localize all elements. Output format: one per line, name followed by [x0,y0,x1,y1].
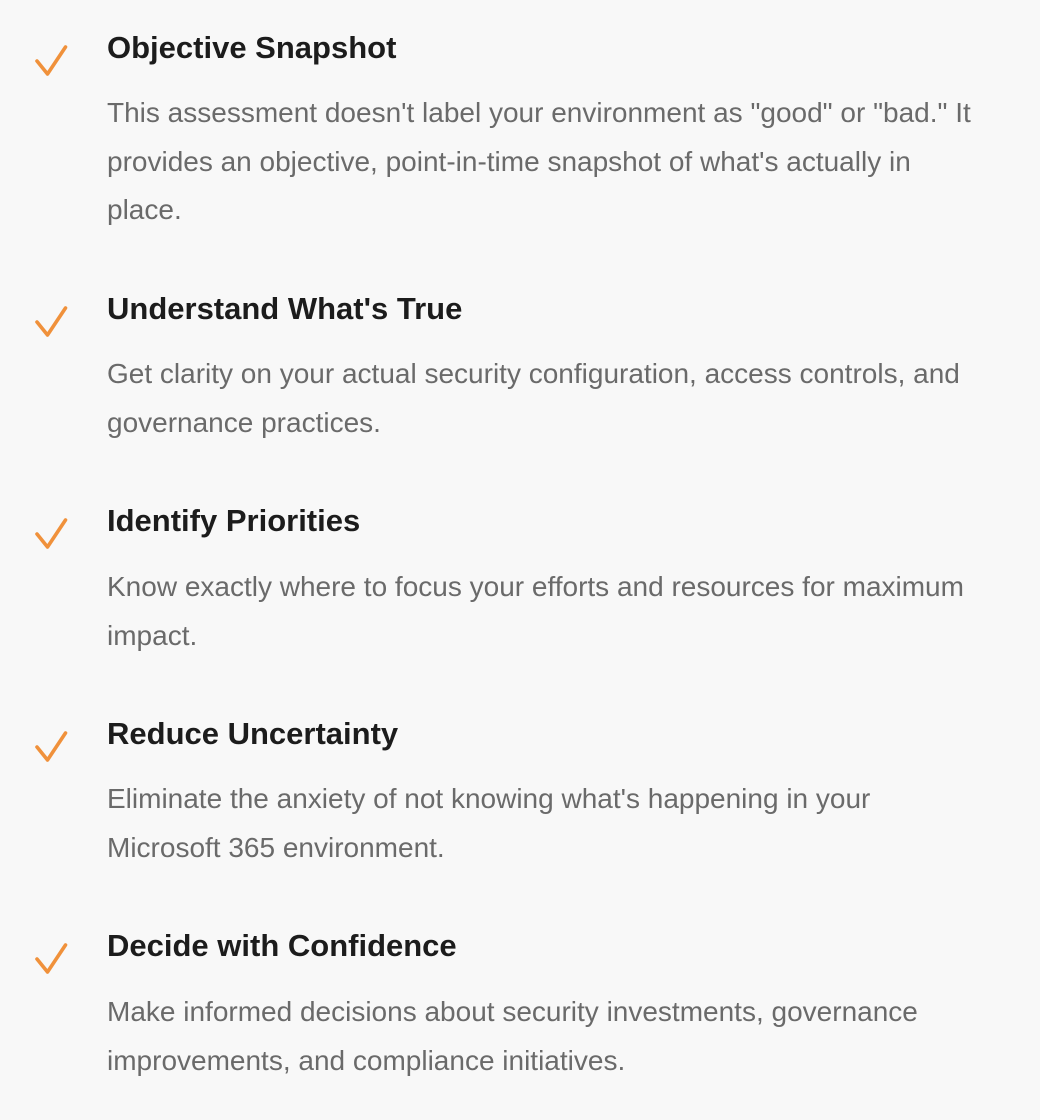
benefit-title: Reduce Uncertainty [107,716,399,751]
checkmark-icon [34,517,68,551]
checkmark-icon [34,305,68,339]
checkmark-icon [34,942,68,976]
benefit-description: Know exactly where to focus your efforts and resources for maximum impact. [107,571,964,651]
benefit-description: Make informed decisions about security investments, governance improvements, and compliance initiatives. [107,996,918,1076]
benefit-title: Understand What's True [107,291,463,326]
benefit-description: Get clarity on your actual security configuration, access controls, and governance practices. [107,358,960,438]
benefit-title: Objective Snapshot [107,30,397,65]
checkmark-icon [34,44,68,78]
benefit-title: Decide with Confidence [107,928,457,963]
benefit-description: This assessment doesn't label your environment as "good" or "bad." It provides an objective, point-in-time snapshot of what's actually in place. [107,97,971,225]
benefit-description: Eliminate the anxiety of not knowing what's happening in your Microsoft 365 environment. [107,783,871,863]
checkmark-icon [34,730,68,764]
benefit-title: Identify Priorities [107,503,361,538]
